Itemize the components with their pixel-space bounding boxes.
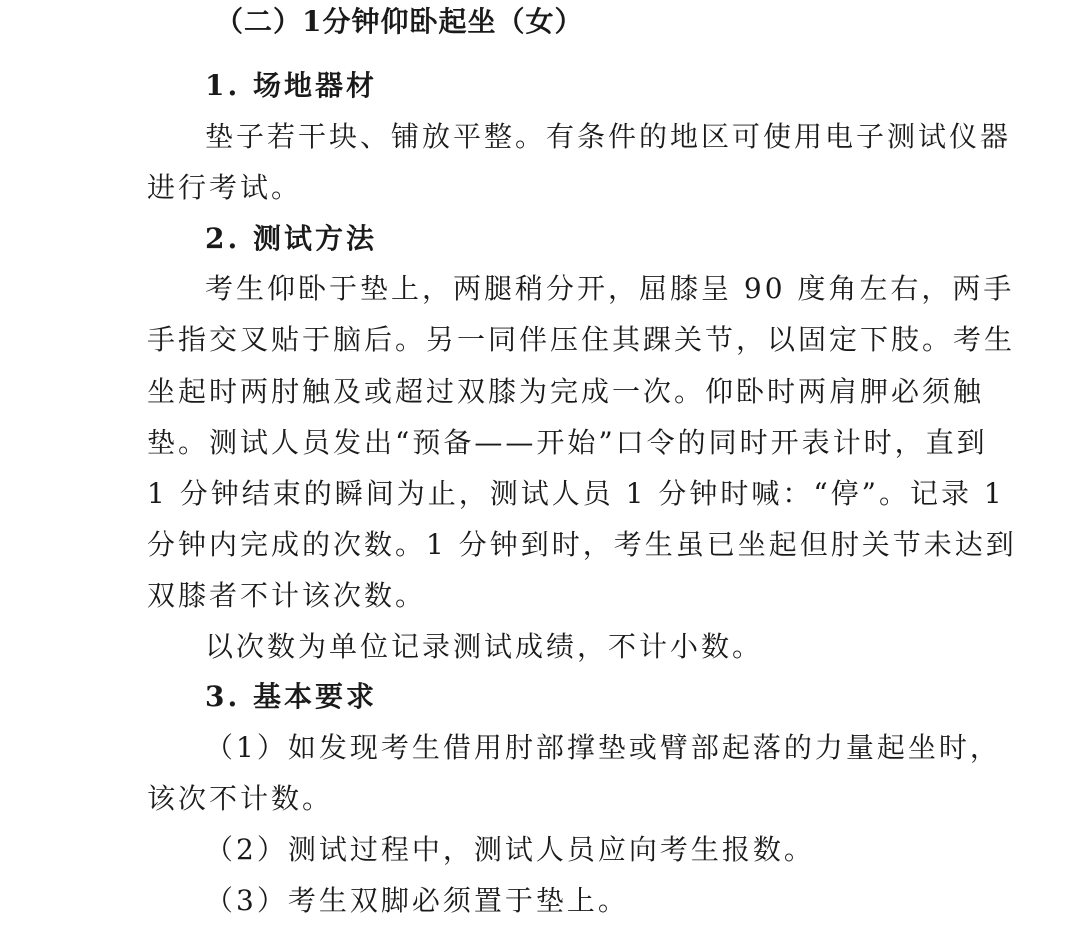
requirement-item-continuation: 该次不计数。: [147, 782, 334, 815]
paragraph-line: 考生仰卧于垫上，两腿稍分开，屈膝呈 90 度角左右，两手: [205, 272, 1015, 305]
paragraph-line: 坐起时两肘触及或超过双膝为完成一次。仰卧时两肩胛必须触: [147, 375, 985, 408]
paragraph-line: 以次数为单位记录测试成绩，不计小数。: [205, 630, 764, 663]
paragraph-line: 1 分钟结束的瞬间为止，测试人员 1 分钟时喊：“停”。记录 1: [147, 477, 1005, 510]
section-title: （二）1分钟仰卧起坐（女）: [215, 5, 584, 38]
paragraph-line: 进行考试。: [147, 171, 303, 204]
paragraph-line: 垫子若干块、铺放平整。有条件的地区可使用电子测试仪器: [205, 120, 1012, 153]
requirement-item: （1）如发现考生借用肘部撑垫或臂部起落的力量起坐时，: [205, 731, 1001, 764]
paragraph-line: 手指交叉贴于脑后。另一同伴压住其踝关节，以固定下肢。考生: [147, 323, 1016, 356]
requirement-item: （2）测试过程中，测试人员应向考生报数。: [205, 833, 815, 866]
paragraph-line: 分钟内完成的次数。1 分钟到时，考生虽已坐起但肘关节未达到: [147, 528, 1017, 561]
heading-venue-equipment: 1. 场地器材: [205, 69, 377, 102]
paragraph-line: 垫。测试人员发出“预备——开始”口令的同时开表计时，直到: [147, 426, 988, 459]
heading-basic-requirements: 3. 基本要求: [205, 680, 377, 713]
heading-test-method: 2. 测试方法: [205, 222, 377, 255]
paragraph-line: 双膝者不计该次数。: [147, 579, 427, 612]
requirement-item: （3）考生双脚必须置于垫上。: [205, 884, 629, 917]
